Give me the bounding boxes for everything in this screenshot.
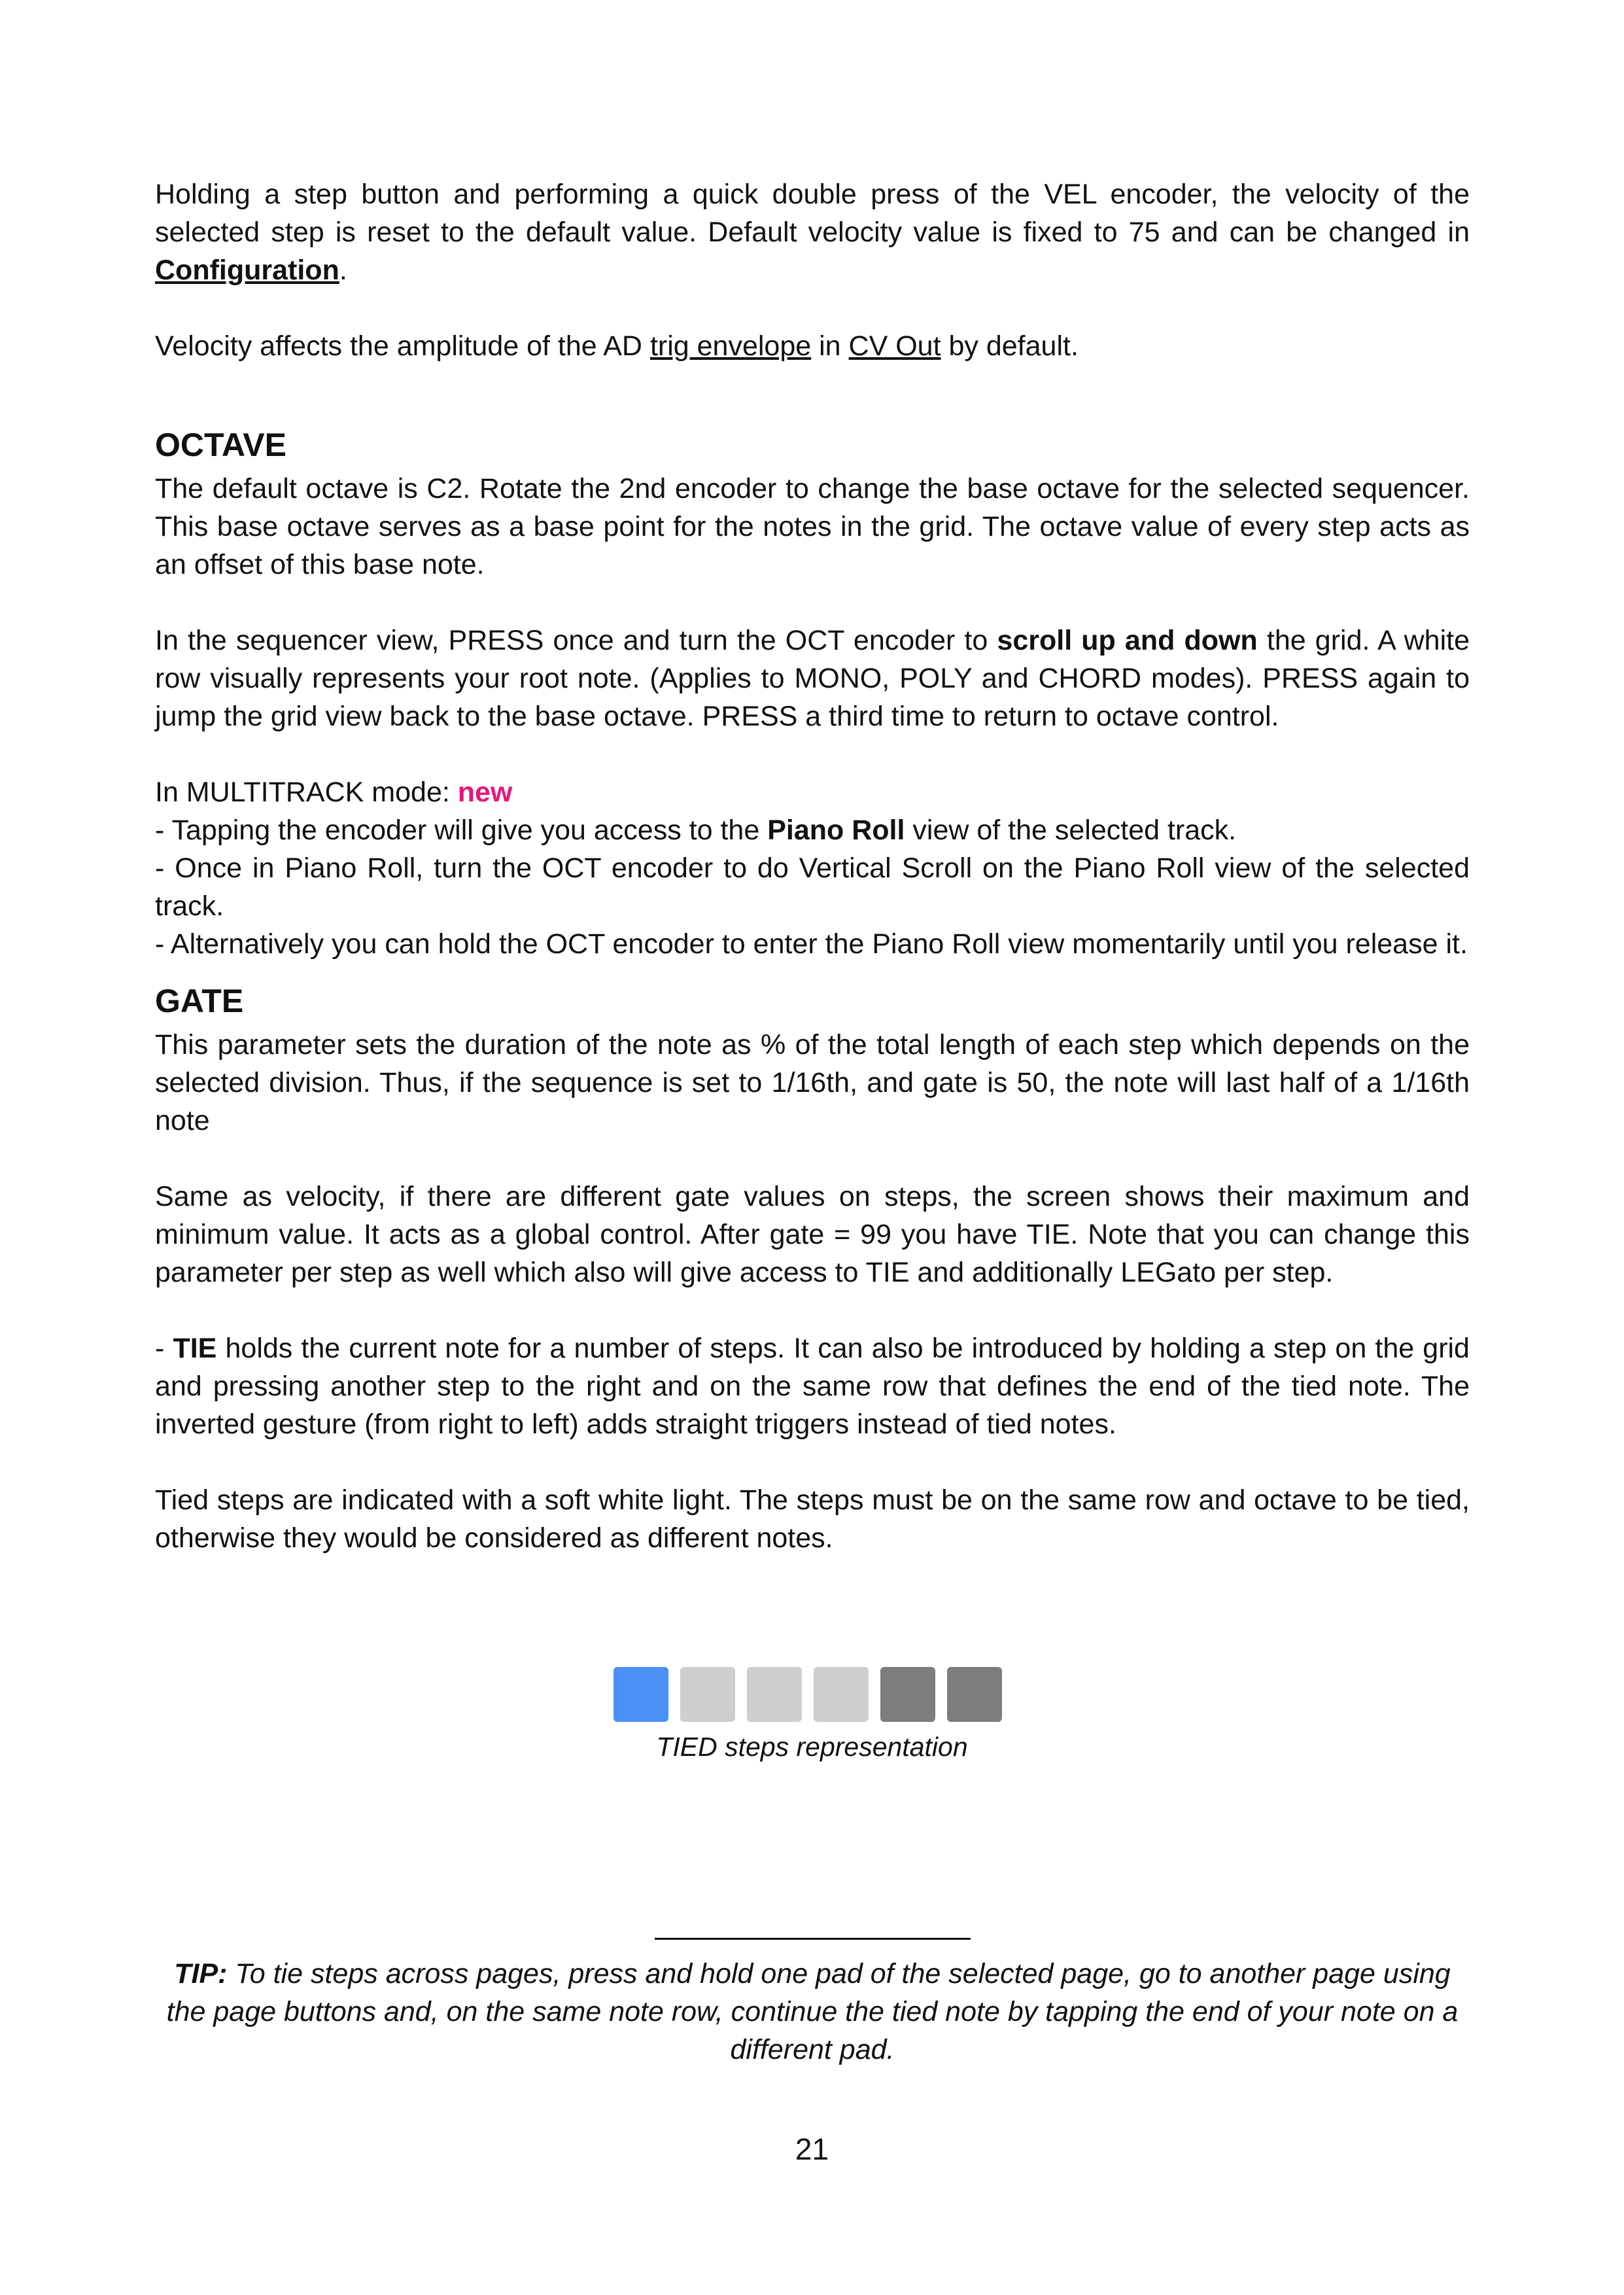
velocity-text: by default.	[941, 330, 1079, 362]
gate-paragraph-3	[155, 1329, 1470, 1443]
scroll-emphasis: scroll up and down	[997, 625, 1258, 656]
multitrack-bullet-1	[155, 811, 1470, 849]
spacer	[155, 289, 1470, 327]
step-pad-tied	[747, 1667, 802, 1722]
velocity-text: Velocity affects the amplitude of the AD	[155, 330, 650, 362]
velocity-text: in	[811, 330, 849, 362]
tip-note	[155, 1955, 1470, 2069]
divider	[655, 1938, 971, 1940]
velocity-paragraph-1	[155, 175, 1470, 289]
piano-roll-emphasis: Piano Roll	[767, 815, 905, 846]
multitrack-bullet-2: - Once in Piano Roll, turn the OCT encoder to do Vertical Scroll on the Piano Roll view of the selected track.	[155, 852, 1470, 922]
gate-paragraph-4: Tied steps are indicated with a soft white light. The steps must be on the same row and octave to be tied, otherwise they would be considered as different notes.	[155, 1484, 1470, 1554]
tie-text: holds the current note for a number of steps. It can also be introduced by holding a step on the grid and pressing another step to the right and on the same row that defines the end of the tied note. The inverted gesture (from right to left) adds straight triggers instead of tied notes.	[155, 1333, 1470, 1440]
bullet-text: - Tapping the encoder will give you access to the	[155, 815, 768, 846]
step-pad-off	[880, 1667, 935, 1722]
trig-envelope-link[interactable]: trig envelope	[649, 330, 812, 362]
octave-text: In the sequencer view, PRESS once and turn the OCT encoder to	[155, 625, 997, 656]
step-pad-start	[613, 1667, 668, 1722]
spacer	[155, 1443, 1470, 1481]
configuration-link[interactable]: Configuration	[155, 254, 339, 286]
multitrack-label	[155, 773, 1470, 811]
spacer	[155, 735, 1470, 773]
velocity-text-end: .	[339, 254, 347, 286]
tie-emphasis: TIE	[173, 1333, 217, 1364]
page-number: 21	[795, 2132, 829, 2166]
cv-out-link[interactable]: CV Out	[848, 330, 941, 362]
spacer	[155, 584, 1470, 622]
gate-paragraph-2: Same as velocity, if there are different gate values on steps, the screen shows their maximum and minimum value. It acts as a global control. After gate = 99 you have TIE. Note that you can change this parameter per step as well which also will give access to TIE and additionally LEGato per step.	[155, 1181, 1470, 1288]
gate-heading: GATE	[155, 983, 244, 1019]
figure-caption: TIED steps representation	[656, 1732, 968, 1762]
octave-paragraph-2	[155, 622, 1470, 735]
multitrack-text: In MULTITRACK mode:	[155, 777, 458, 808]
spacer	[155, 1140, 1470, 1178]
gate-paragraph-1: This parameter sets the duration of the note as % of the total length of each step which depends on the selected division. Thus, if the sequence is set to 1/16th, and gate is 50, the note will last half of a 1/16th note	[155, 1029, 1470, 1136]
step-pad-tied	[814, 1667, 869, 1722]
multitrack-bullet-3: - Alternatively you can hold the OCT encoder to enter the Piano Roll view momentarily until you release it.	[155, 928, 1468, 960]
new-badge: new	[457, 777, 513, 808]
octave-heading: OCTAVE	[155, 427, 286, 463]
tip-text: To tie steps across pages, press and hold one pad of the selected page, go to another page using the page buttons and, on the same note row, continue the tied note by tapping the end of your note on a different pad.	[166, 1958, 1459, 2065]
bullet-text: view of the selected track.	[905, 815, 1237, 846]
step-pad-tied	[680, 1667, 735, 1722]
tie-text: -	[155, 1333, 173, 1364]
tip-label: TIP:	[174, 1958, 228, 1989]
octave-paragraph-1: The default octave is C2. Rotate the 2nd encoder to change the base octave for the selected sequencer. This base octave serves as a base point for the notes in the grid. The octave value of every step acts as an offset of this base note.	[155, 473, 1470, 580]
main-content	[155, 175, 1470, 1557]
tied-steps-figure	[613, 1667, 1002, 1722]
velocity-paragraph-2	[155, 327, 1470, 365]
spacer	[155, 1291, 1470, 1329]
octave-text: the grid. A white row visually represents your root note. (Applies to MONO, POLY and CHORD modes). PRESS again to jump the grid view back to the base octave. PRESS a third time to return to octave control.	[155, 625, 1470, 732]
velocity-text: Holding a step button and performing a quick double press of the VEL encoder, the velocity of the selected step is reset to the default value. Default velocity value is fixed to 75 and can be changed in	[155, 179, 1470, 248]
step-pad-off	[947, 1667, 1002, 1722]
